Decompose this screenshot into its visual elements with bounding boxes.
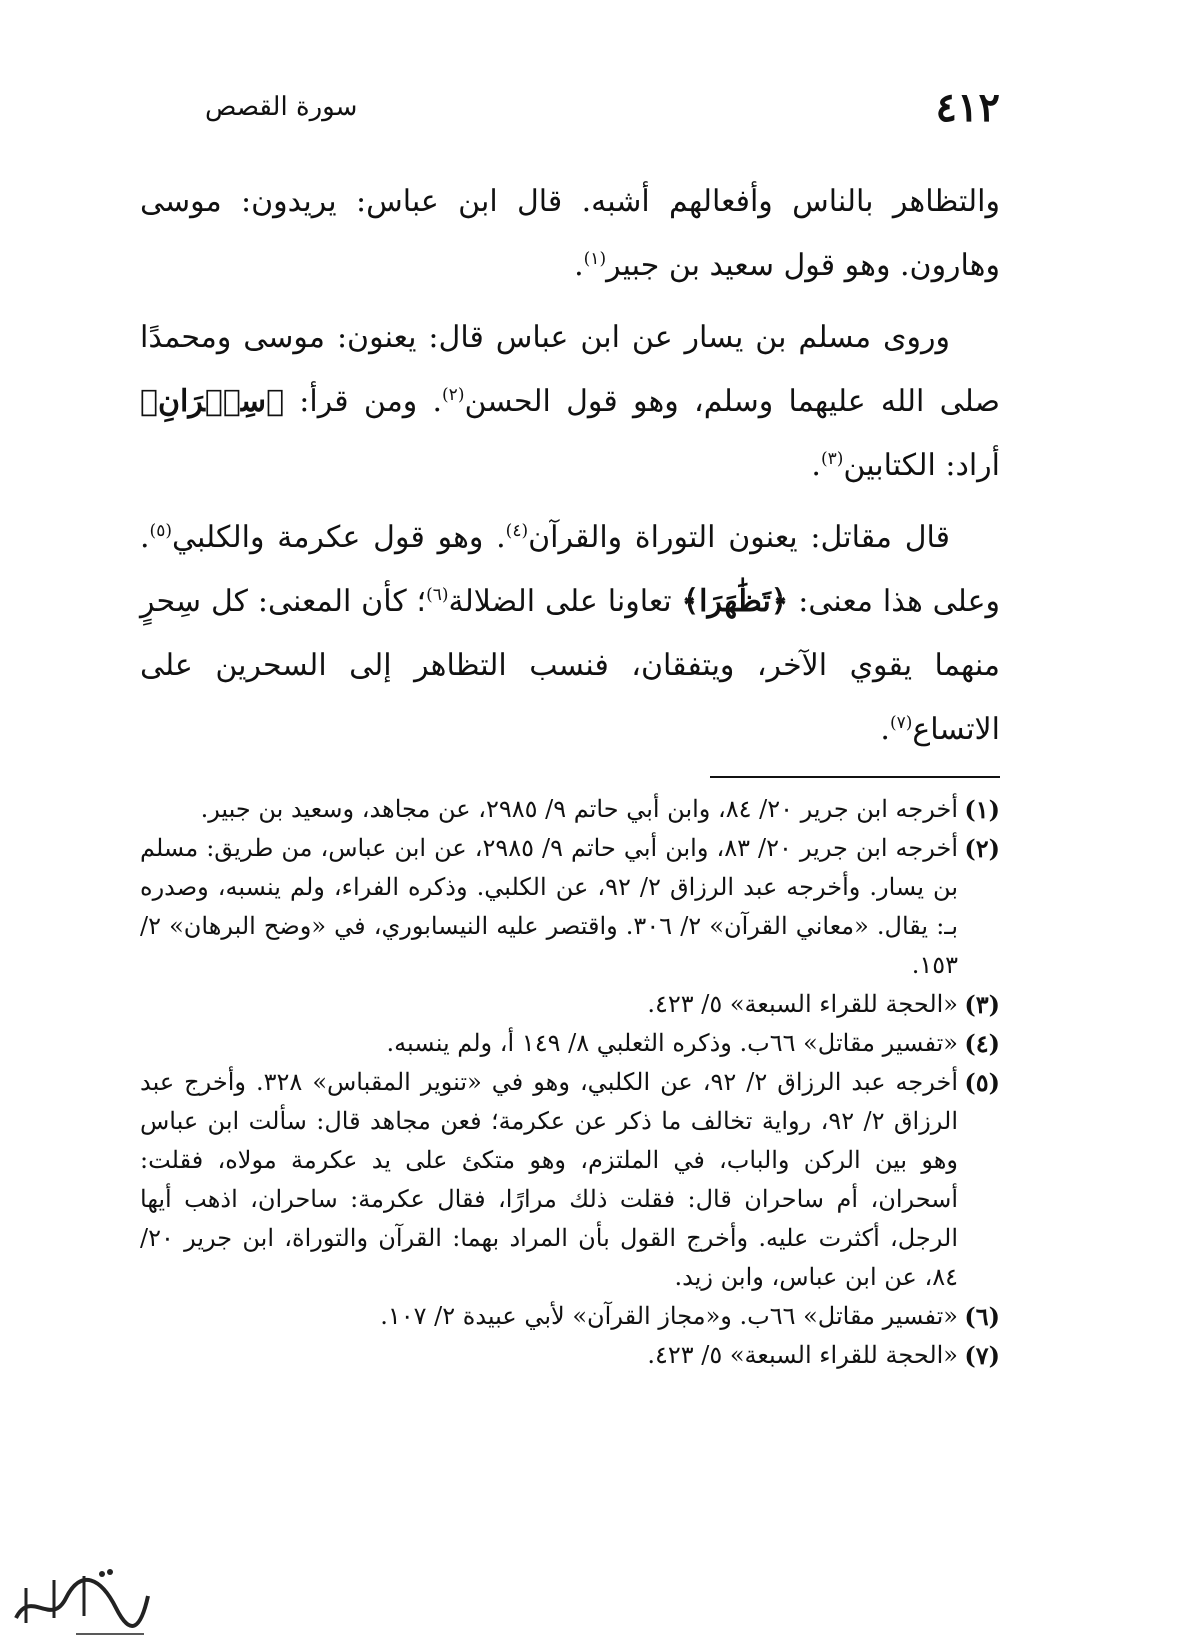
- footnote-ref-2: (٢): [442, 385, 465, 405]
- paragraph-3: قال مقاتل: يعنون التوراة والقرآن$^{(٤)}$. وهو قول عكرمة والكلبي$^{(٥)}$. وعلى هذا معنى: ﴿تَظَٰهَرَا﴾ تعاونا على الضلالة$^{(٦)}$؛ كأن المعنى: كل سِحرٍ منهما يقوي الآخر، ويتفقان، فنسب التظاهر إلى السحرين على الاتساع$^{(٧)}$.: [140, 520, 1000, 747]
- paragraph-1-text: والتظاهر بالناس وأفعالهم أشبه. قال ابن عباس: يريدون: موسى وهارون. وهو قول سعيد بن جبير: [140, 184, 1000, 283]
- footnote-ref-6: (٦): [426, 585, 449, 605]
- footnote-ref-4: (٤): [505, 521, 529, 541]
- footnote-text: «تفسير مقاتل» ٦٦ب. وذكره الثعلبي ٨/ ١٤٩ أ، ولم ينسبه.: [386, 1029, 958, 1057]
- running-head: [205, 82, 1000, 132]
- page-number: ٤١٢: [935, 83, 1000, 131]
- footnote-1: [140, 790, 1000, 829]
- paragraph-2-text-c: أراد: الكتابين: [843, 448, 1000, 483]
- watermark-logo: [6, 1558, 156, 1640]
- quran-quote-tazahara: ﴿تَظَٰهَرَا﴾: [681, 584, 789, 619]
- footnote-text: أخرجه عبد الرزاق ٢/ ٩٢، عن الكلبي، وهو في «تنوير المقباس» ٣٢٨. وأخرج عبد الرزاق ٢/ ٩٢، رواية تخالف ما ذكر عن عكرمة؛ فعن مجاهد قال: سألت ابن عباس وهو بين الركن والباب، في الملتزم، وهو متكئ على يد عكرمة مولاه، فقلت: أسحران، أم ساحران قال: فقلت ذلك مرارًا، فقال عكرمة: ساحران، اذهب أيها الرجل، أكثرت عليه. وأخرج القول بأن المراد بهما: القرآن والتوراة، ابن جرير ٢٠/ ٨٤، عن ابن عباس، وابن زيد.: [140, 1068, 959, 1291]
- footnote-text: أخرجه ابن جرير ٢٠/ ٨٣، وابن أبي حاتم ٩/ ٢٩٨٥، عن ابن عباس، من طريق: مسلم بن يسار. وأخرجه عبد الرزاق ٢/ ٩٢، عن الكلبي. وذكره الفراء، ولم ينسبه، وصدره بـ: يقال. «معاني القرآن» ٢/ ٣٠٦. واقتصر عليه النيسابوري، في «وضح البرهان» ٢/ ١٥٣.: [140, 834, 959, 979]
- paragraph-3-text-a: قال مقاتل: يعنون التوراة والقرآن: [528, 520, 950, 555]
- quran-quote-sihran: ﴿سِحۡرَانِ﴾: [140, 384, 285, 419]
- footnote-2: [140, 829, 1000, 985]
- footnote-number: (٣): [964, 990, 1000, 1019]
- paragraph-3-text-d: تعاونا على الضلالة: [448, 584, 682, 619]
- footnote-text: «الحجة للقراء السبعة» ٥/ ٤٢٣.: [647, 1341, 958, 1369]
- footnote-text: أخرجه ابن جرير ٢٠/ ٨٤، وابن أبي حاتم ٩/ ٢٩٨٥، عن مجاهد، وسعيد بن جبير.: [200, 795, 958, 823]
- watermark-dot: [107, 1569, 113, 1575]
- footnote-number: (٦): [964, 1302, 1000, 1331]
- paragraph-3-text-e: ؛ كأن المعنى: كل سِحرٍ منهما يقوي الآخر، ويتفقان، فنسب التظاهر إلى السحرين على الاتساع: [140, 584, 1000, 747]
- footnote-4: [140, 1024, 1000, 1063]
- footnote-ref-7: (٧): [889, 713, 913, 733]
- paragraph-3-text-b: . وهو قول عكرمة والكلبي: [171, 520, 506, 555]
- watermark-stroke: [16, 1580, 148, 1626]
- footnote-text: «تفسير مقاتل» ٦٦ب. و«مجاز القرآن» لأبي عبيدة ٢/ ١٠٧.: [380, 1302, 958, 1330]
- paragraph-2: وروى مسلم بن يسار عن ابن عباس قال: يعنون: موسى ومحمدًا صلى الله عليهما وسلم، وهو قول الحسن$^{(٢)}$. ومن قرأ: ﴿سِحۡرَانِ﴾ أراد: الكتابين$^{(٣)}$.: [140, 320, 1001, 483]
- main-text: [140, 170, 1000, 770]
- footnote-number: (٥): [964, 1068, 1000, 1097]
- footnote-3: [140, 985, 1000, 1024]
- footnote-separator: [710, 776, 1000, 778]
- footnote-text: «الحجة للقراء السبعة» ٥/ ٤٢٣.: [647, 990, 958, 1018]
- footnotes: [140, 790, 1000, 1375]
- paragraph-2-text-b: . ومن قرأ:: [284, 384, 443, 419]
- surah-title: سورة القصص: [205, 92, 358, 122]
- footnote-ref-3: (٣): [820, 449, 844, 469]
- paragraph-3-text-c: . وعلى هذا معنى:: [140, 520, 1000, 619]
- footnote-number: (٢): [964, 834, 1000, 863]
- footnote-6: [140, 1297, 1000, 1336]
- watermark-dot: [99, 1571, 105, 1577]
- paragraph-2-text-a: وروى مسلم بن يسار عن ابن عباس قال: يعنون: موسى ومحمدًا صلى الله عليهما وسلم، وهو قول الحسن: [140, 320, 1001, 419]
- footnote-ref-1: (١): [583, 249, 607, 269]
- footnote-5: [140, 1063, 1000, 1297]
- footnote-number: (١): [964, 795, 1000, 824]
- footnote-number: (٧): [964, 1341, 1000, 1370]
- footnote-ref-5: (٥): [149, 521, 172, 541]
- footnote-number: (٤): [964, 1029, 1000, 1058]
- paragraph-1: والتظاهر بالناس وأفعالهم أشبه. قال ابن عباس: يريدون: موسى وهارون. وهو قول سعيد بن جبير$^{(١)}$.: [140, 184, 1000, 283]
- footnote-7: [140, 1336, 1000, 1375]
